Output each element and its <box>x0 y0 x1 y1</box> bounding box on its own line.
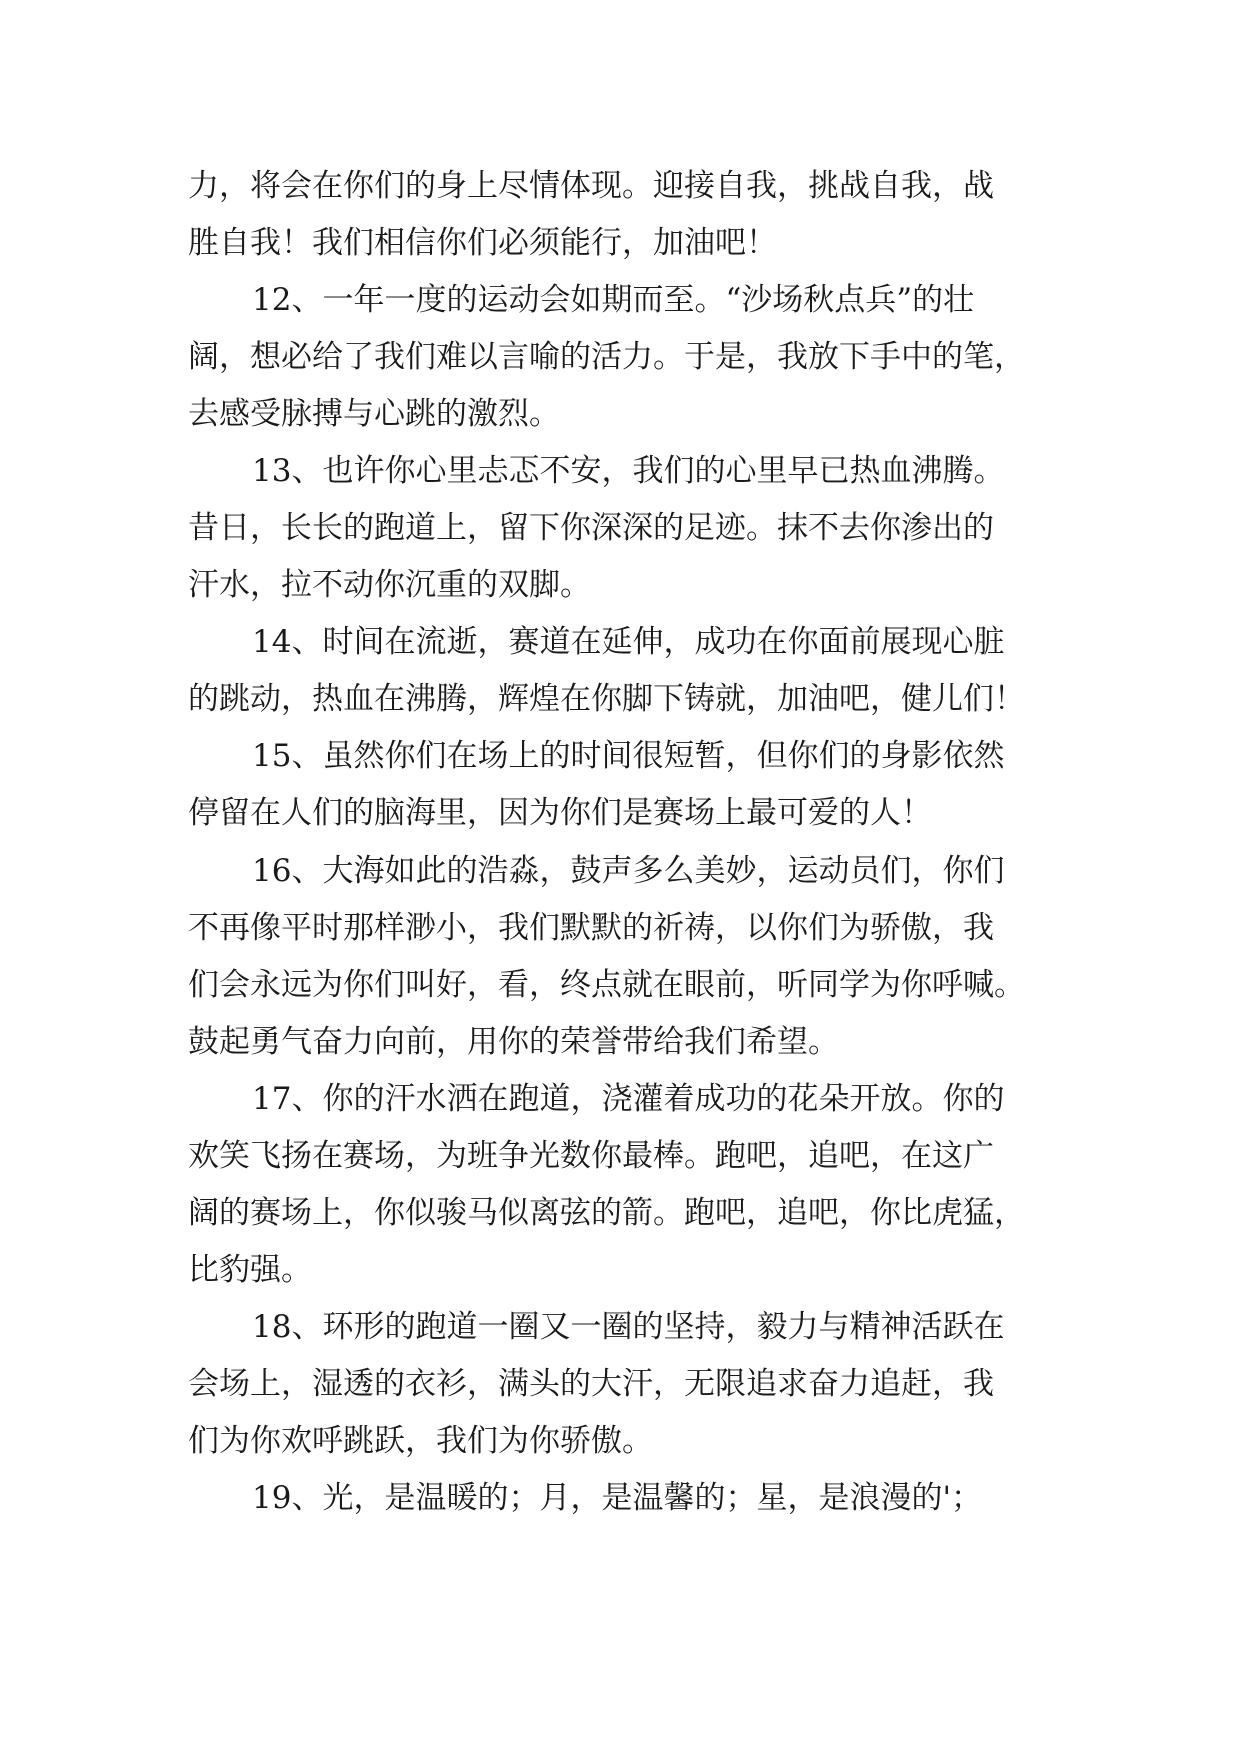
line-text: 比豹强。 <box>188 1252 312 1288</box>
text-line <box>0 1298 1241 1356</box>
text-line <box>0 442 1241 500</box>
text-line <box>0 271 1241 329</box>
text-line <box>0 727 1241 785</box>
text-line <box>0 556 1241 614</box>
text-line <box>0 1013 1241 1071</box>
line-text: 17、你的汗水洒在跑道，浇灌着成功的花朵开放。你的 <box>252 1081 1005 1117</box>
text-line <box>0 328 1241 386</box>
line-text: 停留在人们的脑海里，因为你们是赛场上最可爱的人！ <box>188 795 932 831</box>
line-text: 18、环形的跑道一圈又一圈的坚持，毅力与精神活跃在 <box>252 1309 1005 1345</box>
line-text: 会场上，湿透的衣衫，满头的大汗，无限追求奋力追赶，我 <box>188 1366 994 1402</box>
text-line <box>0 214 1241 272</box>
line-text: 的跳动，热血在沸腾，辉煌在你脚下铸就，加油吧，健儿们！ <box>188 681 1025 717</box>
text-line <box>0 1184 1241 1242</box>
line-text: 不再像平时那样渺小，我们默默的祈祷，以你们为骄傲，我 <box>188 910 994 946</box>
line-text: 们为你欢呼跳跃，我们为你骄傲。 <box>188 1423 653 1459</box>
line-text: 19、光，是温暖的；月，是温馨的；星，是浪漫的'； <box>252 1480 982 1516</box>
line-text: 鼓起勇气奋力向前，用你的荣誉带给我们希望。 <box>188 1024 839 1060</box>
text-line <box>0 385 1241 443</box>
text-line <box>0 784 1241 842</box>
text-line <box>0 1355 1241 1413</box>
text-line <box>0 1070 1241 1128</box>
text-line <box>0 956 1241 1014</box>
line-text: 14、时间在流逝，赛道在延伸，成功在你面前展现心脏 <box>252 624 1005 660</box>
text-line <box>0 1469 1241 1527</box>
line-text: 们会永远为你们叫好，看，终点就在眼前，听同学为你呼喊。 <box>188 967 1025 1003</box>
text-line <box>0 499 1241 557</box>
text-line <box>0 1412 1241 1470</box>
line-text: 阔，想必给了我们难以言喻的活力。于是，我放下手中的笔， <box>188 339 1025 375</box>
line-text: 胜自我！我们相信你们必须能行，加油吧！ <box>188 225 777 261</box>
text-line <box>0 842 1241 900</box>
line-text: 13、也许你心里忐忑不安，我们的心里早已热血沸腾。 <box>252 453 1005 489</box>
line-text: 汗水，拉不动你沉重的双脚。 <box>188 567 591 603</box>
line-text: 去感受脉搏与心跳的激烈。 <box>188 396 560 432</box>
line-text: 力，将会在你们的身上尽情体现。迎接自我，挑战自我，战 <box>188 168 994 204</box>
text-line <box>0 1127 1241 1185</box>
line-text: 阔的赛场上，你似骏马似离弦的箭。跑吧，追吧，你比虎猛， <box>188 1195 1025 1231</box>
text-line <box>0 1241 1241 1299</box>
line-text: 16、大海如此的浩淼，鼓声多么美妙，运动员们，你们 <box>252 853 1005 889</box>
line-text: 12、一年一度的运动会如期而至。“沙场秋点兵”的壮 <box>252 282 975 318</box>
text-line <box>0 613 1241 671</box>
text-line <box>0 670 1241 728</box>
line-text: 15、虽然你们在场上的时间很短暂，但你们的身影依然 <box>252 738 1005 774</box>
text-line <box>0 157 1241 215</box>
text-line <box>0 899 1241 957</box>
line-text: 欢笑飞扬在赛场，为班争光数你最棒。跑吧，追吧，在这广 <box>188 1138 994 1174</box>
line-text: 昔日，长长的跑道上，留下你深深的足迹。抹不去你渗出的 <box>188 510 994 546</box>
